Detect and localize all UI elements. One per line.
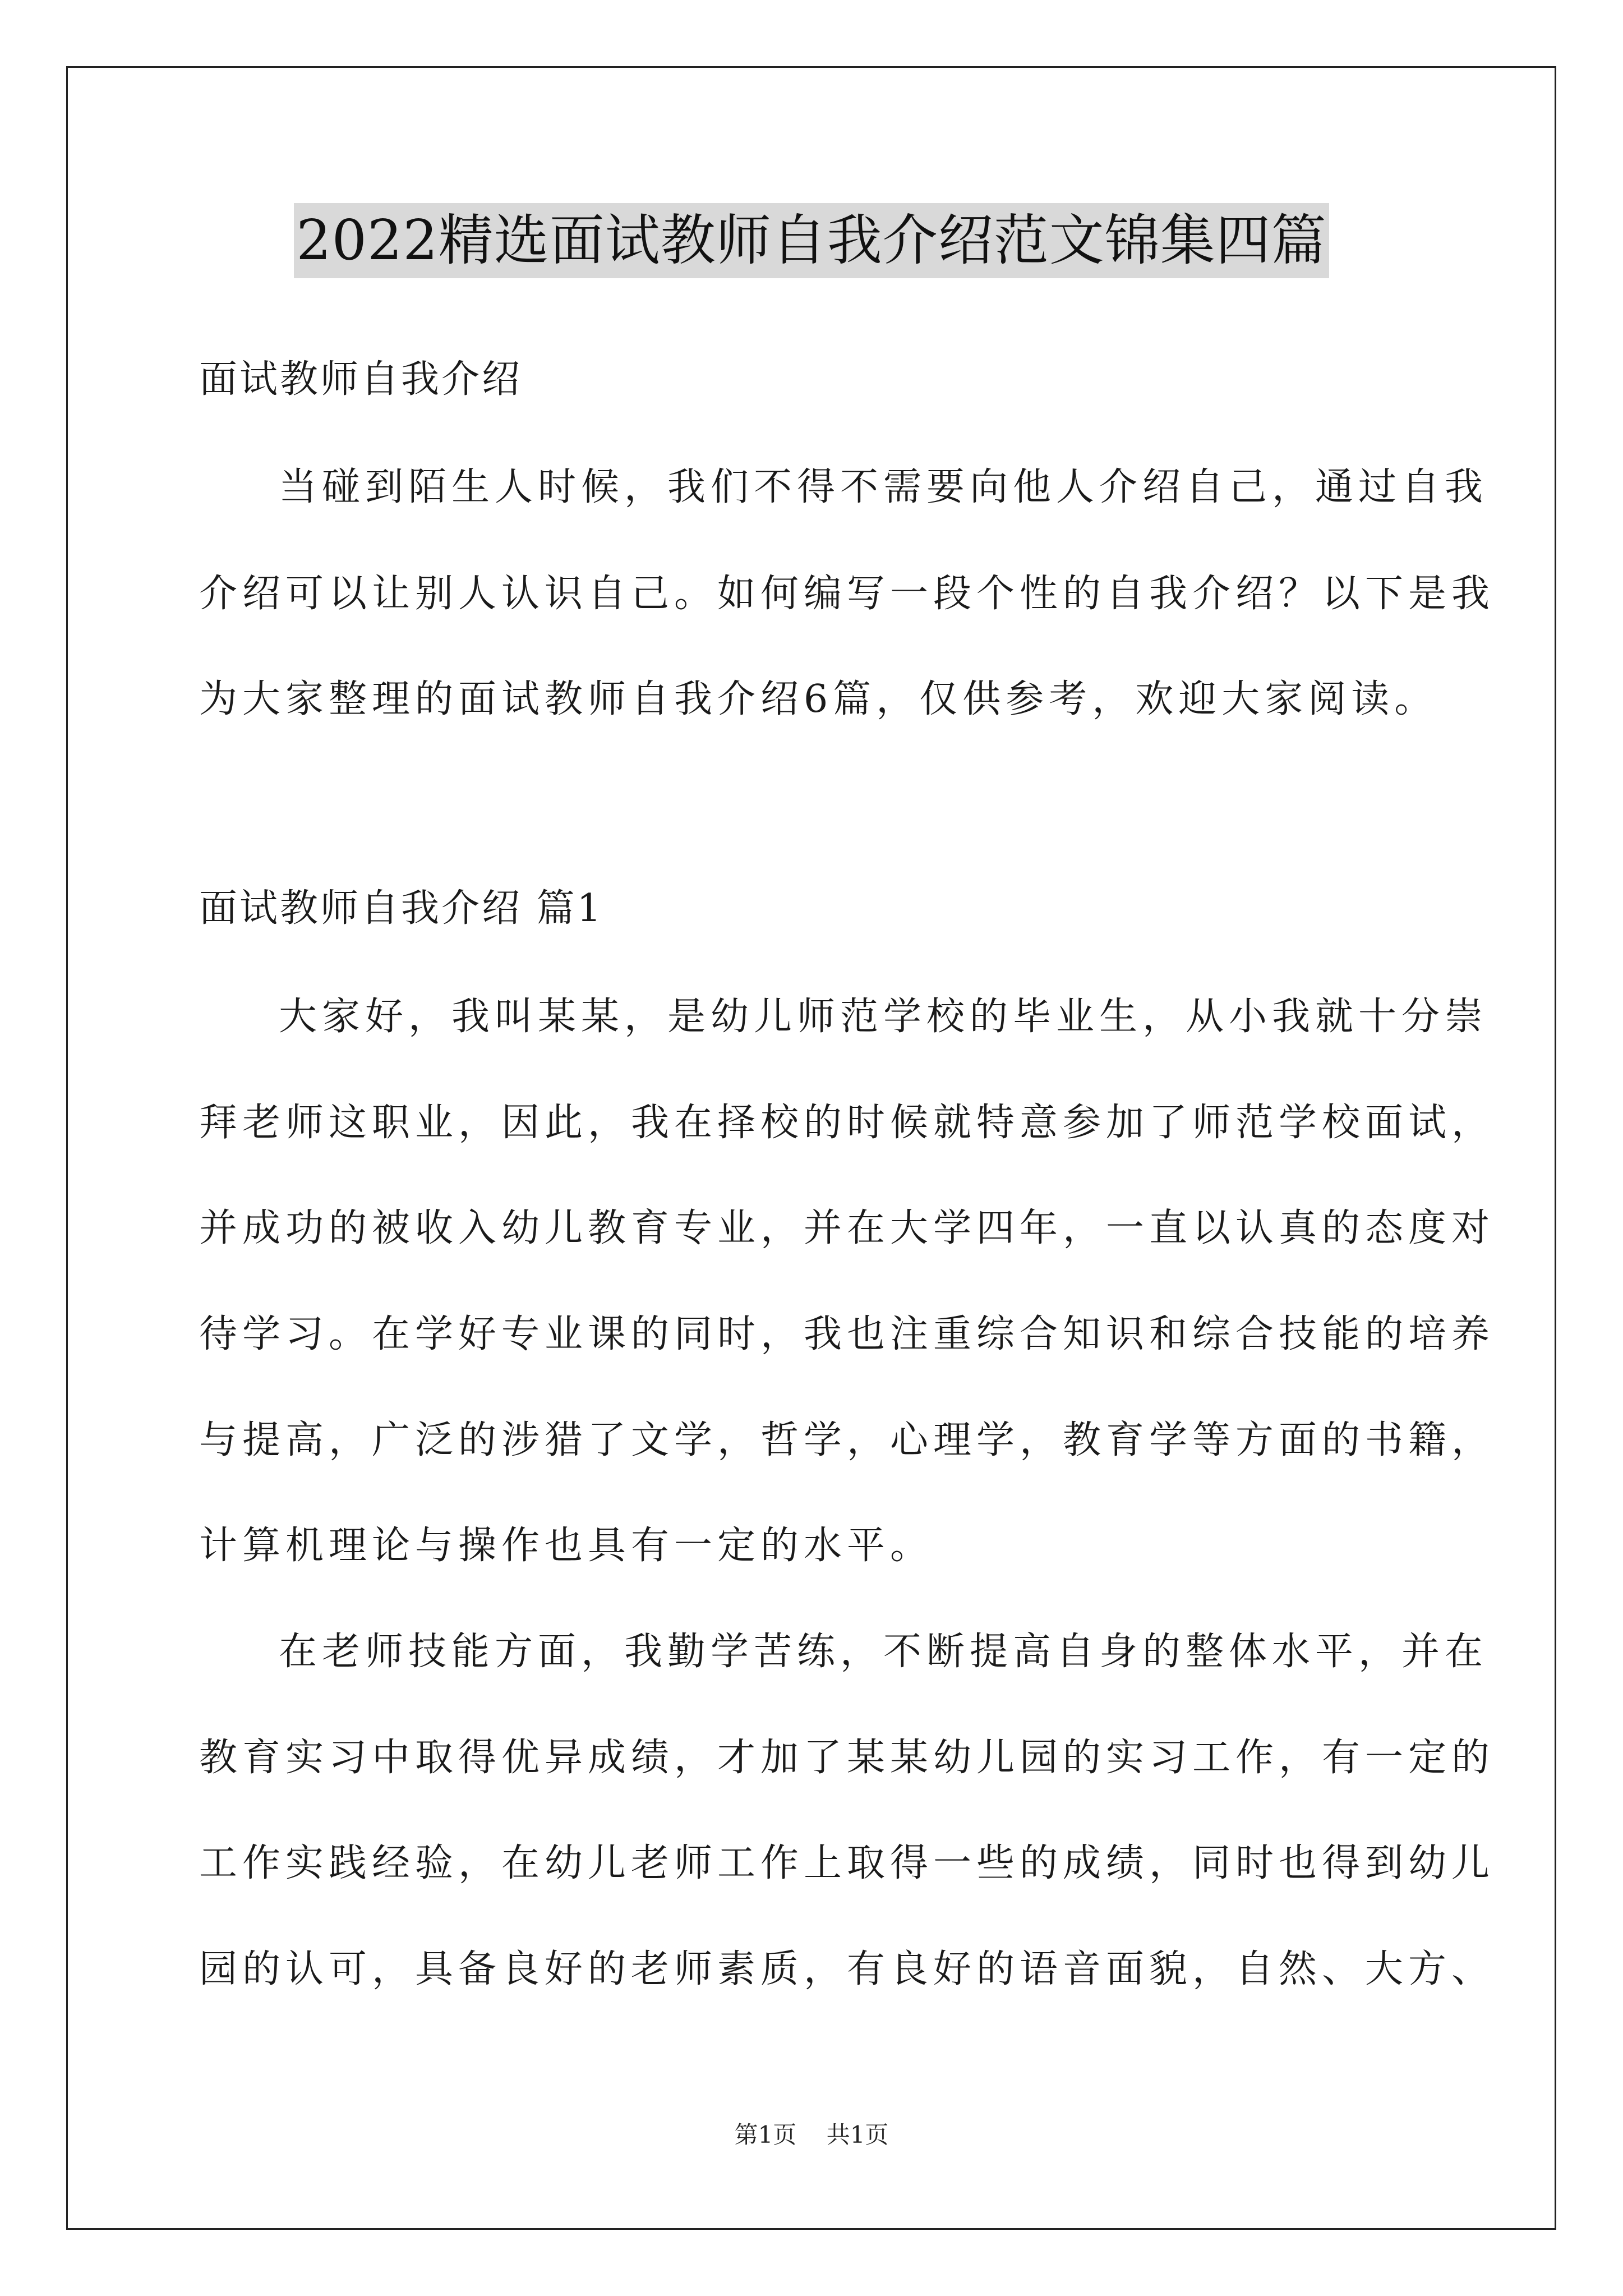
page-footer <box>0 2118 1623 2152</box>
page-number: 第1页 <box>734 2121 797 2148</box>
section1-para2-line-4: 园的认可，具备良好的老师素质，有良好的语音面貌，自然、大方、 <box>199 1947 1495 1991</box>
intro-line-1: 当碰到陌生人时候，我们不得不需要向他人介绍自己，通过自我 <box>279 465 1488 509</box>
section1-para2-line-3: 工作实践经验，在幼儿老师工作上取得一些的成绩，同时也得到幼儿 <box>199 1841 1495 1885</box>
intro-line-2: 介绍可以让别人认识自己。如何编写一段个性的自我介绍？以下是我 <box>199 572 1495 616</box>
section1-para1-line-2: 拜老师这职业，因此，我在择校的时候就特意参加了师范学校面试， <box>199 1101 1495 1145</box>
intro-line-3: 为大家整理的面试教师自我介绍6篇，仅供参考，欢迎大家阅读。 <box>199 677 1438 721</box>
section1-para1-line-4: 待学习。在学好专业课的同时，我也注重综合知识和综合技能的培养 <box>199 1312 1495 1356</box>
section1-para1-line-1: 大家好，我叫某某，是幼儿师范学校的毕业生，从小我就十分崇 <box>279 995 1488 1039</box>
title-container <box>0 203 1623 278</box>
section1-para1-line-6: 计算机理论与操作也具有一定的水平。 <box>199 1524 934 1568</box>
section1-heading: 面试教师自我介绍 篇1 <box>199 886 603 931</box>
section1-para1-line-5: 与提高，广泛的涉猎了文学，哲学，心理学，教育学等方面的书籍， <box>199 1418 1495 1462</box>
intro-heading: 面试教师自我介绍 <box>199 357 523 402</box>
document-title: 2022精选面试教师自我介绍范文锦集四篇 <box>294 203 1329 278</box>
section1-para1-line-3: 并成功的被收入幼儿教育专业，并在大学四年，一直以认真的态度对 <box>199 1206 1495 1250</box>
section1-para2-line-1: 在老师技能方面，我勤学苦练，不断提高自身的整体水平，并在 <box>279 1630 1488 1674</box>
page-total: 共1页 <box>826 2121 889 2148</box>
section1-para2-line-2: 教育实习中取得优异成绩，才加了某某幼儿园的实习工作，有一定的 <box>199 1736 1495 1780</box>
